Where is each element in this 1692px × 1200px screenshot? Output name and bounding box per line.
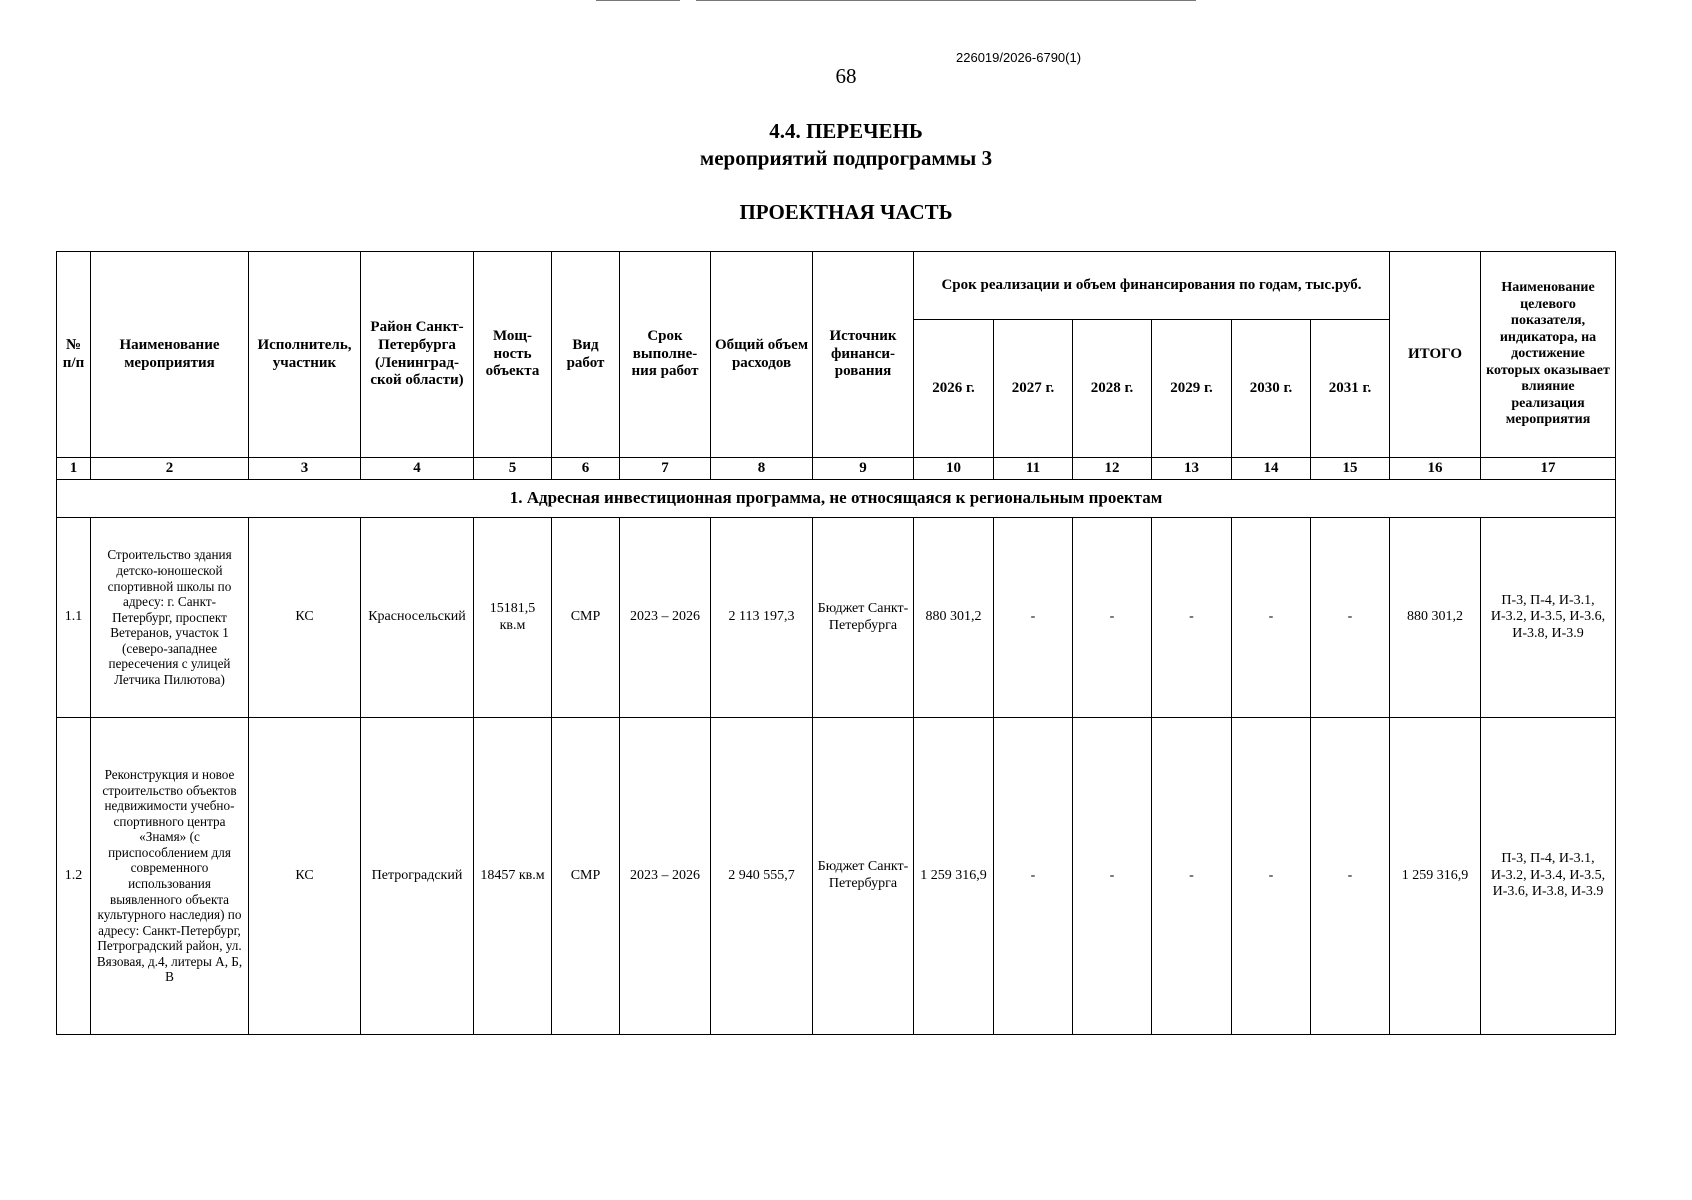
column-number: 11: [994, 458, 1073, 480]
column-number: 13: [1152, 458, 1232, 480]
row-term: 2023 – 2026: [620, 718, 711, 1035]
row-year-value: -: [1232, 718, 1311, 1035]
section-row-title: 1. Адресная инвестиционная программа, не относящаяся к региональным проектам: [57, 480, 1616, 518]
table-row: [57, 518, 1616, 718]
section-heading: ПРОЕКТНАЯ ЧАСТЬ: [739, 200, 953, 224]
col-header-year: 2029 г.: [1152, 320, 1232, 458]
row-source: Бюджет Санкт-Петербурга: [813, 718, 914, 1035]
row-district: Петроградский: [361, 718, 474, 1035]
row-year-value: -: [1311, 718, 1390, 1035]
column-number: 4: [361, 458, 474, 480]
col-header-year: 2031 г.: [1311, 320, 1390, 458]
document-number: 226019/2026-6790(1): [956, 50, 1082, 65]
column-number: 1: [57, 458, 91, 480]
col-header-year: 2027 г.: [994, 320, 1073, 458]
col-header-indicator: Наименование целевого показателя, индикатора, на достижение которых оказывает влияние реализация мероприятия: [1481, 252, 1616, 458]
col-header-executor: Исполнитель, участник: [249, 252, 361, 458]
row-year-value: -: [1311, 518, 1390, 718]
row-measure-name: Реконструкция и новое строительство объектов недвижимости учебно-спортивного центра «Знамя» (с приспособлением для современного использования выявленного объекта культурного наследия) по адресу: Санкт-Петербург, Петроградский район, ул. Вязовая, д.4, литеры А, Б, В: [91, 718, 249, 1035]
col-header-funding-group: Срок реализации и объем финансирования по годам, тыс.руб.: [914, 252, 1390, 320]
column-number: 2: [91, 458, 249, 480]
col-header-work-type: Вид работ: [552, 252, 620, 458]
column-number: 14: [1232, 458, 1311, 480]
page-subtitle: мероприятий подпрограммы 3: [699, 146, 993, 170]
col-header-year: 2026 г.: [914, 320, 994, 458]
row-num: 1.1: [57, 518, 91, 718]
row-num: 1.2: [57, 718, 91, 1035]
column-number: 7: [620, 458, 711, 480]
row-year-value: -: [1073, 718, 1152, 1035]
column-number: 12: [1073, 458, 1152, 480]
column-number: 6: [552, 458, 620, 480]
page-title: 4.4. ПЕРЕЧЕНЬ: [769, 119, 923, 143]
row-total: 1 259 316,9: [1390, 718, 1481, 1035]
column-number: 5: [474, 458, 552, 480]
row-year-value: -: [1073, 518, 1152, 718]
column-number: 15: [1311, 458, 1390, 480]
col-header-total: ИТОГО: [1390, 252, 1481, 458]
row-executor: КС: [249, 518, 361, 718]
row-year-value: -: [994, 718, 1073, 1035]
col-header-total-cost: Общий объем расходов: [711, 252, 813, 458]
page-number: 68: [835, 64, 857, 88]
column-number: 17: [1481, 458, 1616, 480]
measures-table: [56, 251, 1616, 1035]
row-term: 2023 – 2026: [620, 518, 711, 718]
col-header-term: Срок выполне-ния работ: [620, 252, 711, 458]
row-work-type: СМР: [552, 718, 620, 1035]
column-number: 16: [1390, 458, 1481, 480]
row-source: Бюджет Санкт-Петербурга: [813, 518, 914, 718]
scan-artifact-line: [596, 0, 680, 1]
col-header-year: 2030 г.: [1232, 320, 1311, 458]
column-number: 3: [249, 458, 361, 480]
col-header-capacity: Мощ-ность объекта: [474, 252, 552, 458]
row-district: Красносельский: [361, 518, 474, 718]
row-total-cost: 2 113 197,3: [711, 518, 813, 718]
scan-artifact-line: [696, 0, 1196, 1]
row-year-value: 1 259 316,9: [914, 718, 994, 1035]
row-work-type: СМР: [552, 518, 620, 718]
row-executor: КС: [249, 718, 361, 1035]
row-year-value: 880 301,2: [914, 518, 994, 718]
col-header-district: Район Санкт-Петербурга (Ленинград-ской области): [361, 252, 474, 458]
row-capacity: 18457 кв.м: [474, 718, 552, 1035]
row-year-value: -: [1152, 518, 1232, 718]
table-row: [57, 718, 1616, 1035]
col-header-year: 2028 г.: [1073, 320, 1152, 458]
row-indicator: П-3, П-4, И-3.1, И-3.2, И-3.5, И-3.6, И-3.8, И-3.9: [1481, 518, 1616, 718]
row-year-value: -: [1232, 518, 1311, 718]
col-header-num: № п/п: [57, 252, 91, 458]
row-total: 880 301,2: [1390, 518, 1481, 718]
row-capacity: 15181,5 кв.м: [474, 518, 552, 718]
column-number: 10: [914, 458, 994, 480]
col-header-source: Источник финанси-рования: [813, 252, 914, 458]
col-header-name: Наименование мероприятия: [91, 252, 249, 458]
row-indicator: П-3, П-4, И-3.1, И-3.2, И-3.4, И-3.5, И-3.6, И-3.8, И-3.9: [1481, 718, 1616, 1035]
row-year-value: -: [1152, 718, 1232, 1035]
row-total-cost: 2 940 555,7: [711, 718, 813, 1035]
row-year-value: -: [994, 518, 1073, 718]
column-number: 9: [813, 458, 914, 480]
column-number: 8: [711, 458, 813, 480]
row-measure-name: Строительство здания детско-юношеской спортивной школы по адресу: г. Санкт-Петербург, проспект Ветеранов, участок 1 (северо-западнее пересечения с улицей Летчика Пилютова): [91, 518, 249, 718]
